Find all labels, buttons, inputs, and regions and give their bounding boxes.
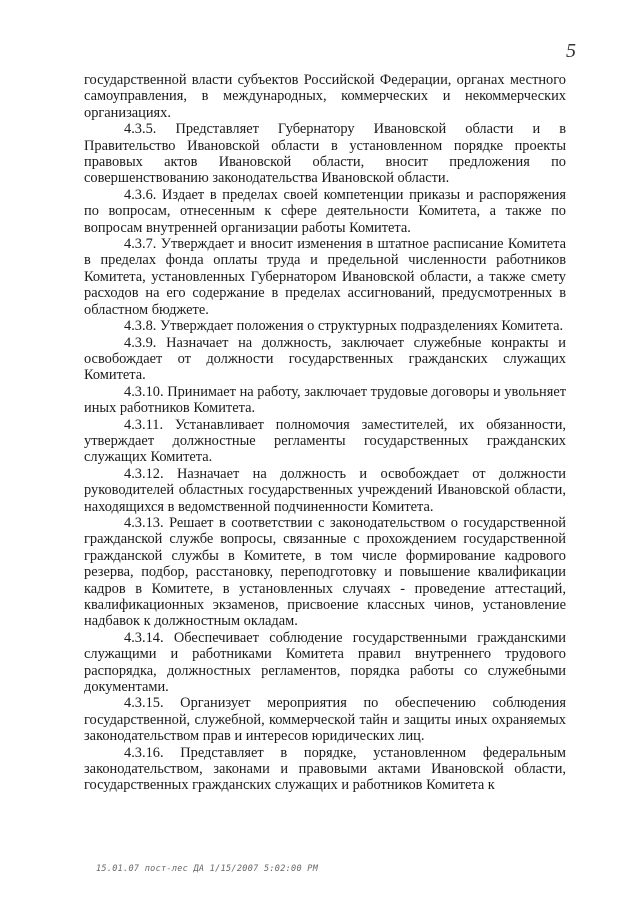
paragraph-4-3-15: 4.3.15. Организует мероприятия по обеспечению соблюдения государственной, служебной, коммерческой тайн и защиты иных охраняемых законодательством прав и интересов юридических лиц. [84, 695, 566, 745]
paragraph-4-3-10: 4.3.10. Принимает на работу, заключает трудовые договоры и увольняет иных работников Комитета. [84, 383, 566, 417]
paragraph-4-3-8: 4.3.8. Утверждает положения о структурных подразделениях Комитета. [124, 318, 564, 335]
paragraph-4-3-7: 4.3.7. Утверждает и вносит изменения в штатное расписание Комитета в пределах фонда оплаты труда и предельной численности работников Комитета, установленных Губернатором Ивановской области, а также смету расходов на его содержание в пределах ассигнований, предусмотренных в областном бюджете. [84, 236, 566, 318]
footer-stamp: 15.01.07 пост-лес ДА 1/15/2007 5:02:00 PM [96, 864, 319, 874]
paragraph-4-3-14: 4.3.14. Обеспечивает соблюдение государственными гражданскими служащими и работниками Комитета правил внутреннего трудового распорядка, должностных регламентов, порядка работы со служебными документами. [84, 629, 566, 696]
paragraph-4-3-9: 4.3.9. Назначает на должность, заключает служебные конракты и освобождает от должности государственных гражданских служащих Комитета. [84, 334, 566, 384]
document-body [84, 72, 566, 794]
page-number: 5 [566, 40, 576, 62]
paragraph-4-3-5: 4.3.5. Представляет Губернатору Ивановской области и в Правительство Ивановской области в установленном порядке проекты правовых актов Ивановской области, вносит предложения по совершенствованию законодательства Ивановской области. [84, 121, 566, 187]
paragraph-4-3-12: 4.3.12. Назначает на должность и освобождает от должности руководителей областных государственных учреждений Ивановской области, находящихся в ведомственной подчиненности Комитета. [84, 465, 566, 515]
paragraph-4-3-13: 4.3.13. Решает в соответствии с законодательством о государственной гражданской службе вопросы, связанные с прохождением государственной гражданской службы в Комитете, в том числе формирование кадрового резерва, подбор, расстановку, переподготовку и повышение квалификации кадров в Комитете, в установленных случаях - проведение аттестаций, квалификационных экзаменов, присвоение классных чинов, установление надбавок к должностным окладам. [84, 514, 566, 630]
paragraph-continuation: государственной власти субъектов Российской Федерации, органах местного самоуправления, в международных, коммерческих и некоммерческих организациях. [84, 72, 566, 121]
paragraph-4-3-16: 4.3.16. Представляет в порядке, установленном федеральным законодательством, законами и правовыми актами Ивановской области, государственных гражданских служащих и работников Комитета к [84, 744, 566, 794]
paragraph-4-3-6: 4.3.6. Издает в пределах своей компетенции приказы и распоряжения по вопросам, отнесенным к сфере деятельности Комитета, а также по вопросам внутренней организации работы Комитета. [84, 186, 566, 236]
paragraph-4-3-11: 4.3.11. Устанавливает полномочия заместителей, их обязанности, утверждает должностные регламенты государственных гражданских служащих Комитета. [84, 416, 566, 466]
